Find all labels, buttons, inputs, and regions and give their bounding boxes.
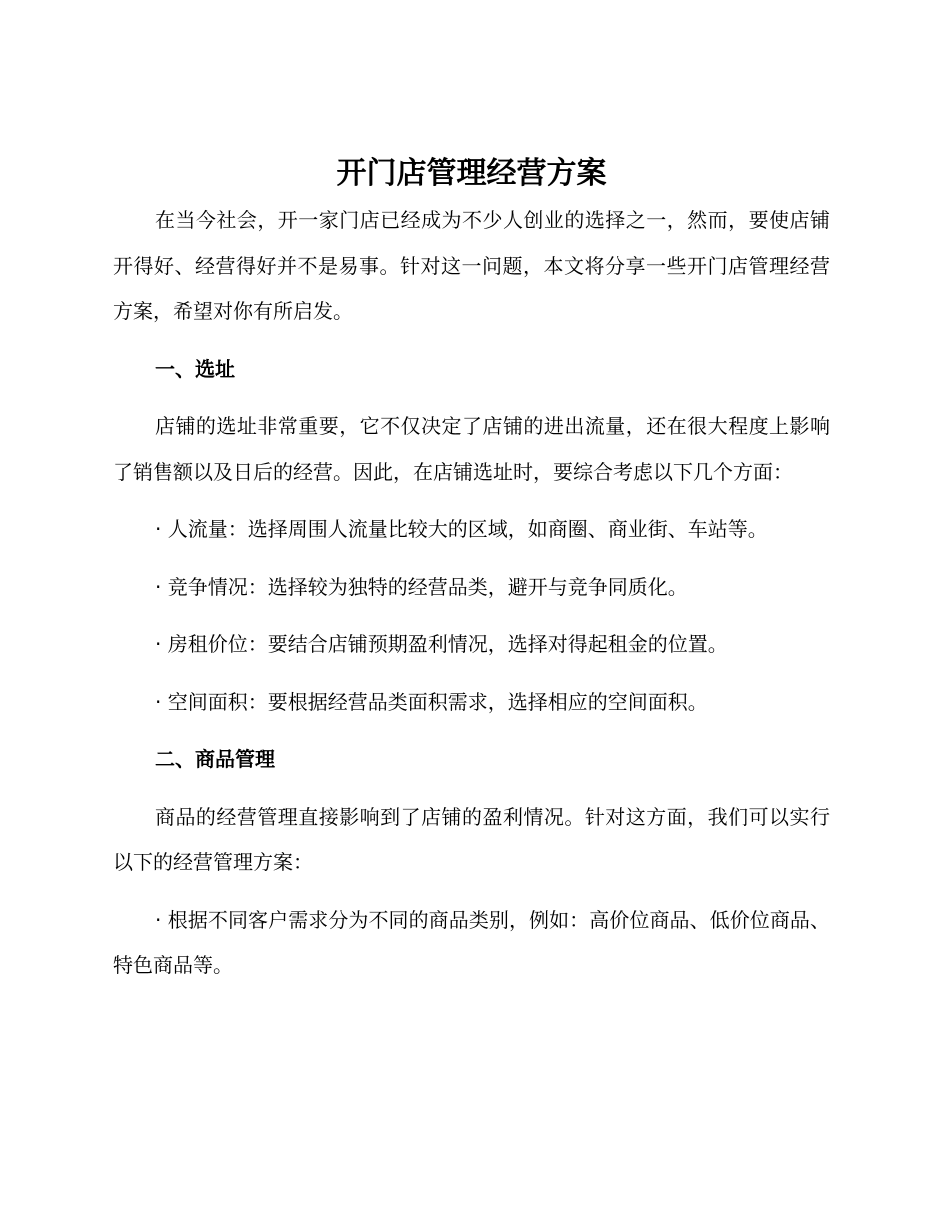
merchandise-paragraph: 商品的经营管理直接影响到了店铺的盈利情况。针对这方面，我们可以实行以下的经营管理方案： [113, 804, 830, 874]
bullet-item-categories: · 根据不同客户需求分为不同的商品类别，例如：高价位商品、低价位商品、特色商品等。 [113, 907, 830, 977]
bullet-item-competition: · 竞争情况：选择较为独特的经营品类，避开与竞争同质化。 [155, 574, 688, 599]
bullet-item-space: · 空间面积：要根据经营品类面积需求，选择相应的空间面积。 [155, 689, 708, 714]
location-paragraph: 店铺的选址非常重要，它不仅决定了店铺的进出流量，还在很大程度上影响了销售额以及日后的经营。因此，在店铺选址时，要综合考虑以下几个方面： [113, 414, 830, 484]
bullet-item-rent: · 房租价位：要结合店铺预期盈利情况，选择对得起租金的位置。 [155, 632, 728, 656]
document-page [113, 150, 830, 989]
intro-paragraph: 在当今社会，开一家门店已经成为不少人创业的选择之一，然而，要使店铺开得好、经营得好并不是易事。针对这一问题，本文将分享一些开门店管理经营方案，希望对你有所启发。 [113, 208, 830, 323]
section-heading-location: 一、选址 [155, 356, 235, 381]
bullet-item-traffic: · 人流量：选择周围人流量比较大的区域，如商圈、商业街、车站等。 [155, 517, 768, 541]
section-heading-merchandise: 二、商品管理 [155, 747, 275, 771]
document-title: 开门店管理经营方案 [336, 156, 607, 191]
